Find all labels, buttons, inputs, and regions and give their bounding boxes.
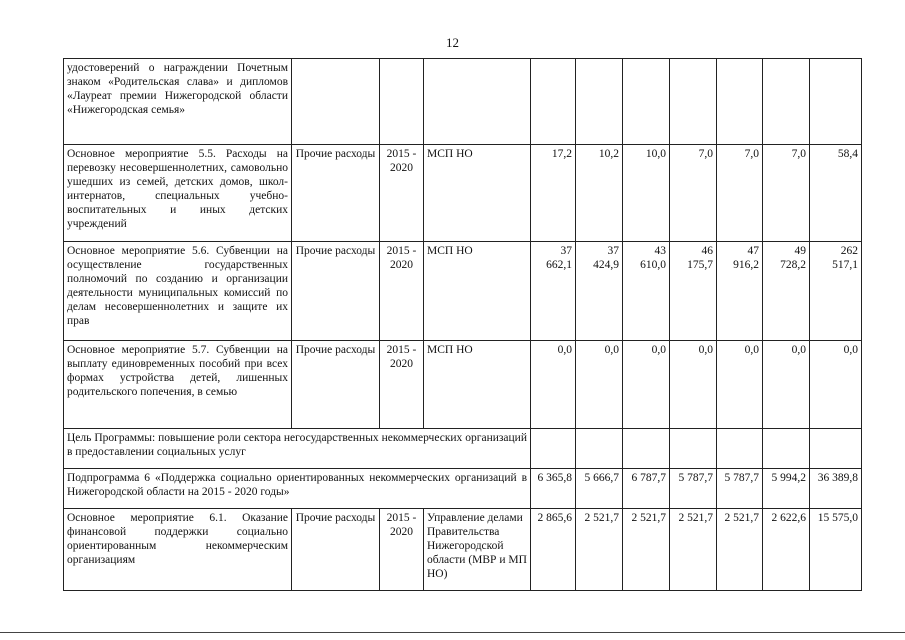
value-cell [763,429,810,469]
measure-description: Основное мероприятие 5.6. Субвенции на осуществление государственных полномочий по созданию и организации деятельности муниципальных комиссий по делам несовершеннолетних и защите их прав [64,242,292,341]
measure-description: Основное мероприятие 5.5. Расходы на перевозку несовершеннолетних, самовольно ушедших из семей, детских домов, школ-интернатов, специальных учебно-воспитательных и иных детских учреждений [64,145,292,242]
budget-table [63,58,862,591]
value-cell: 46 175,7 [670,242,717,341]
funding-source: Прочие расходы [292,341,380,429]
value-cell: 0,0 [810,341,862,429]
value-cell: 36 389,8 [810,469,862,509]
measure-description: удостоверений о награждении Почетным знаком «Родительская слава» и дипломов «Лауреат премии Нижегородской области «Нижегородская семья» [64,59,292,145]
measure-description: Основное мероприятие 5.7. Субвенции на выплату единовременных пособий при всех формах устройства детей, лишенных родительского попечения, в семью [64,341,292,429]
value-cell [810,59,862,145]
value-cell: 10,2 [576,145,623,242]
value-cell: 2 521,7 [576,509,623,591]
executor: МСП НО [424,145,531,242]
value-cell: 5 787,7 [717,469,763,509]
value-cell [576,59,623,145]
program-goal: Цель Программы: повышение роли сектора негосударственных некоммерческих организаций в предоставлении социальных услуг [64,429,531,469]
value-cell: 2 521,7 [670,509,717,591]
executor [424,59,531,145]
executor: Управление делами Правительства Нижегородской области (МВР и МП НО) [424,509,531,591]
value-cell: 47 916,2 [717,242,763,341]
funding-source [292,59,380,145]
value-cell: 0,0 [531,341,576,429]
value-cell [576,429,623,469]
funding-source: Прочие расходы [292,509,380,591]
measure-description: Основное мероприятие 6.1. Оказание финансовой поддержки социально ориентированным некоммерческим организациям [64,509,292,591]
value-cell: 10,0 [623,145,670,242]
period: 2015 - 2020 [380,509,424,591]
table-row [64,59,862,145]
period: 2015 - 2020 [380,145,424,242]
value-cell: 2 622,6 [763,509,810,591]
value-cell: 5 787,7 [670,469,717,509]
table-row [64,341,862,429]
value-cell: 49 728,2 [763,242,810,341]
value-cell [717,59,763,145]
executor: МСП НО [424,341,531,429]
program-goal-row [64,429,862,469]
page-edge-line [0,632,905,633]
value-cell: 2 521,7 [717,509,763,591]
value-cell: 17,2 [531,145,576,242]
value-cell [670,59,717,145]
value-cell: 2 865,6 [531,509,576,591]
executor: МСП НО [424,242,531,341]
funding-source: Прочие расходы [292,242,380,341]
value-cell: 262 517,1 [810,242,862,341]
period: 2015 - 2020 [380,341,424,429]
value-cell: 6 787,7 [623,469,670,509]
value-cell: 0,0 [670,341,717,429]
page-number: 12 [446,35,459,50]
value-cell: 58,4 [810,145,862,242]
value-cell: 37 424,9 [576,242,623,341]
value-cell: 5 994,2 [763,469,810,509]
value-cell: 0,0 [763,341,810,429]
value-cell: 5 666,7 [576,469,623,509]
value-cell [623,429,670,469]
subprogram-title: Подпрограмма 6 «Поддержка социально ориентированных некоммерческих организаций в Нижегородской области на 2015 - 2020 годы» [64,469,531,509]
value-cell [623,59,670,145]
value-cell: 15 575,0 [810,509,862,591]
value-cell: 0,0 [717,341,763,429]
table-row [64,145,862,242]
funding-source: Прочие расходы [292,145,380,242]
value-cell: 7,0 [670,145,717,242]
value-cell: 2 521,7 [623,509,670,591]
value-cell [531,429,576,469]
value-cell: 6 365,8 [531,469,576,509]
value-cell [531,59,576,145]
table-row [64,509,862,591]
period [380,59,424,145]
value-cell [810,429,862,469]
value-cell [717,429,763,469]
value-cell: 43 610,0 [623,242,670,341]
value-cell: 7,0 [763,145,810,242]
value-cell: 0,0 [623,341,670,429]
table-row [64,242,862,341]
value-cell [670,429,717,469]
value-cell: 0,0 [576,341,623,429]
value-cell [763,59,810,145]
value-cell: 37 662,1 [531,242,576,341]
value-cell: 7,0 [717,145,763,242]
period: 2015 - 2020 [380,242,424,341]
subprogram-row [64,469,862,509]
